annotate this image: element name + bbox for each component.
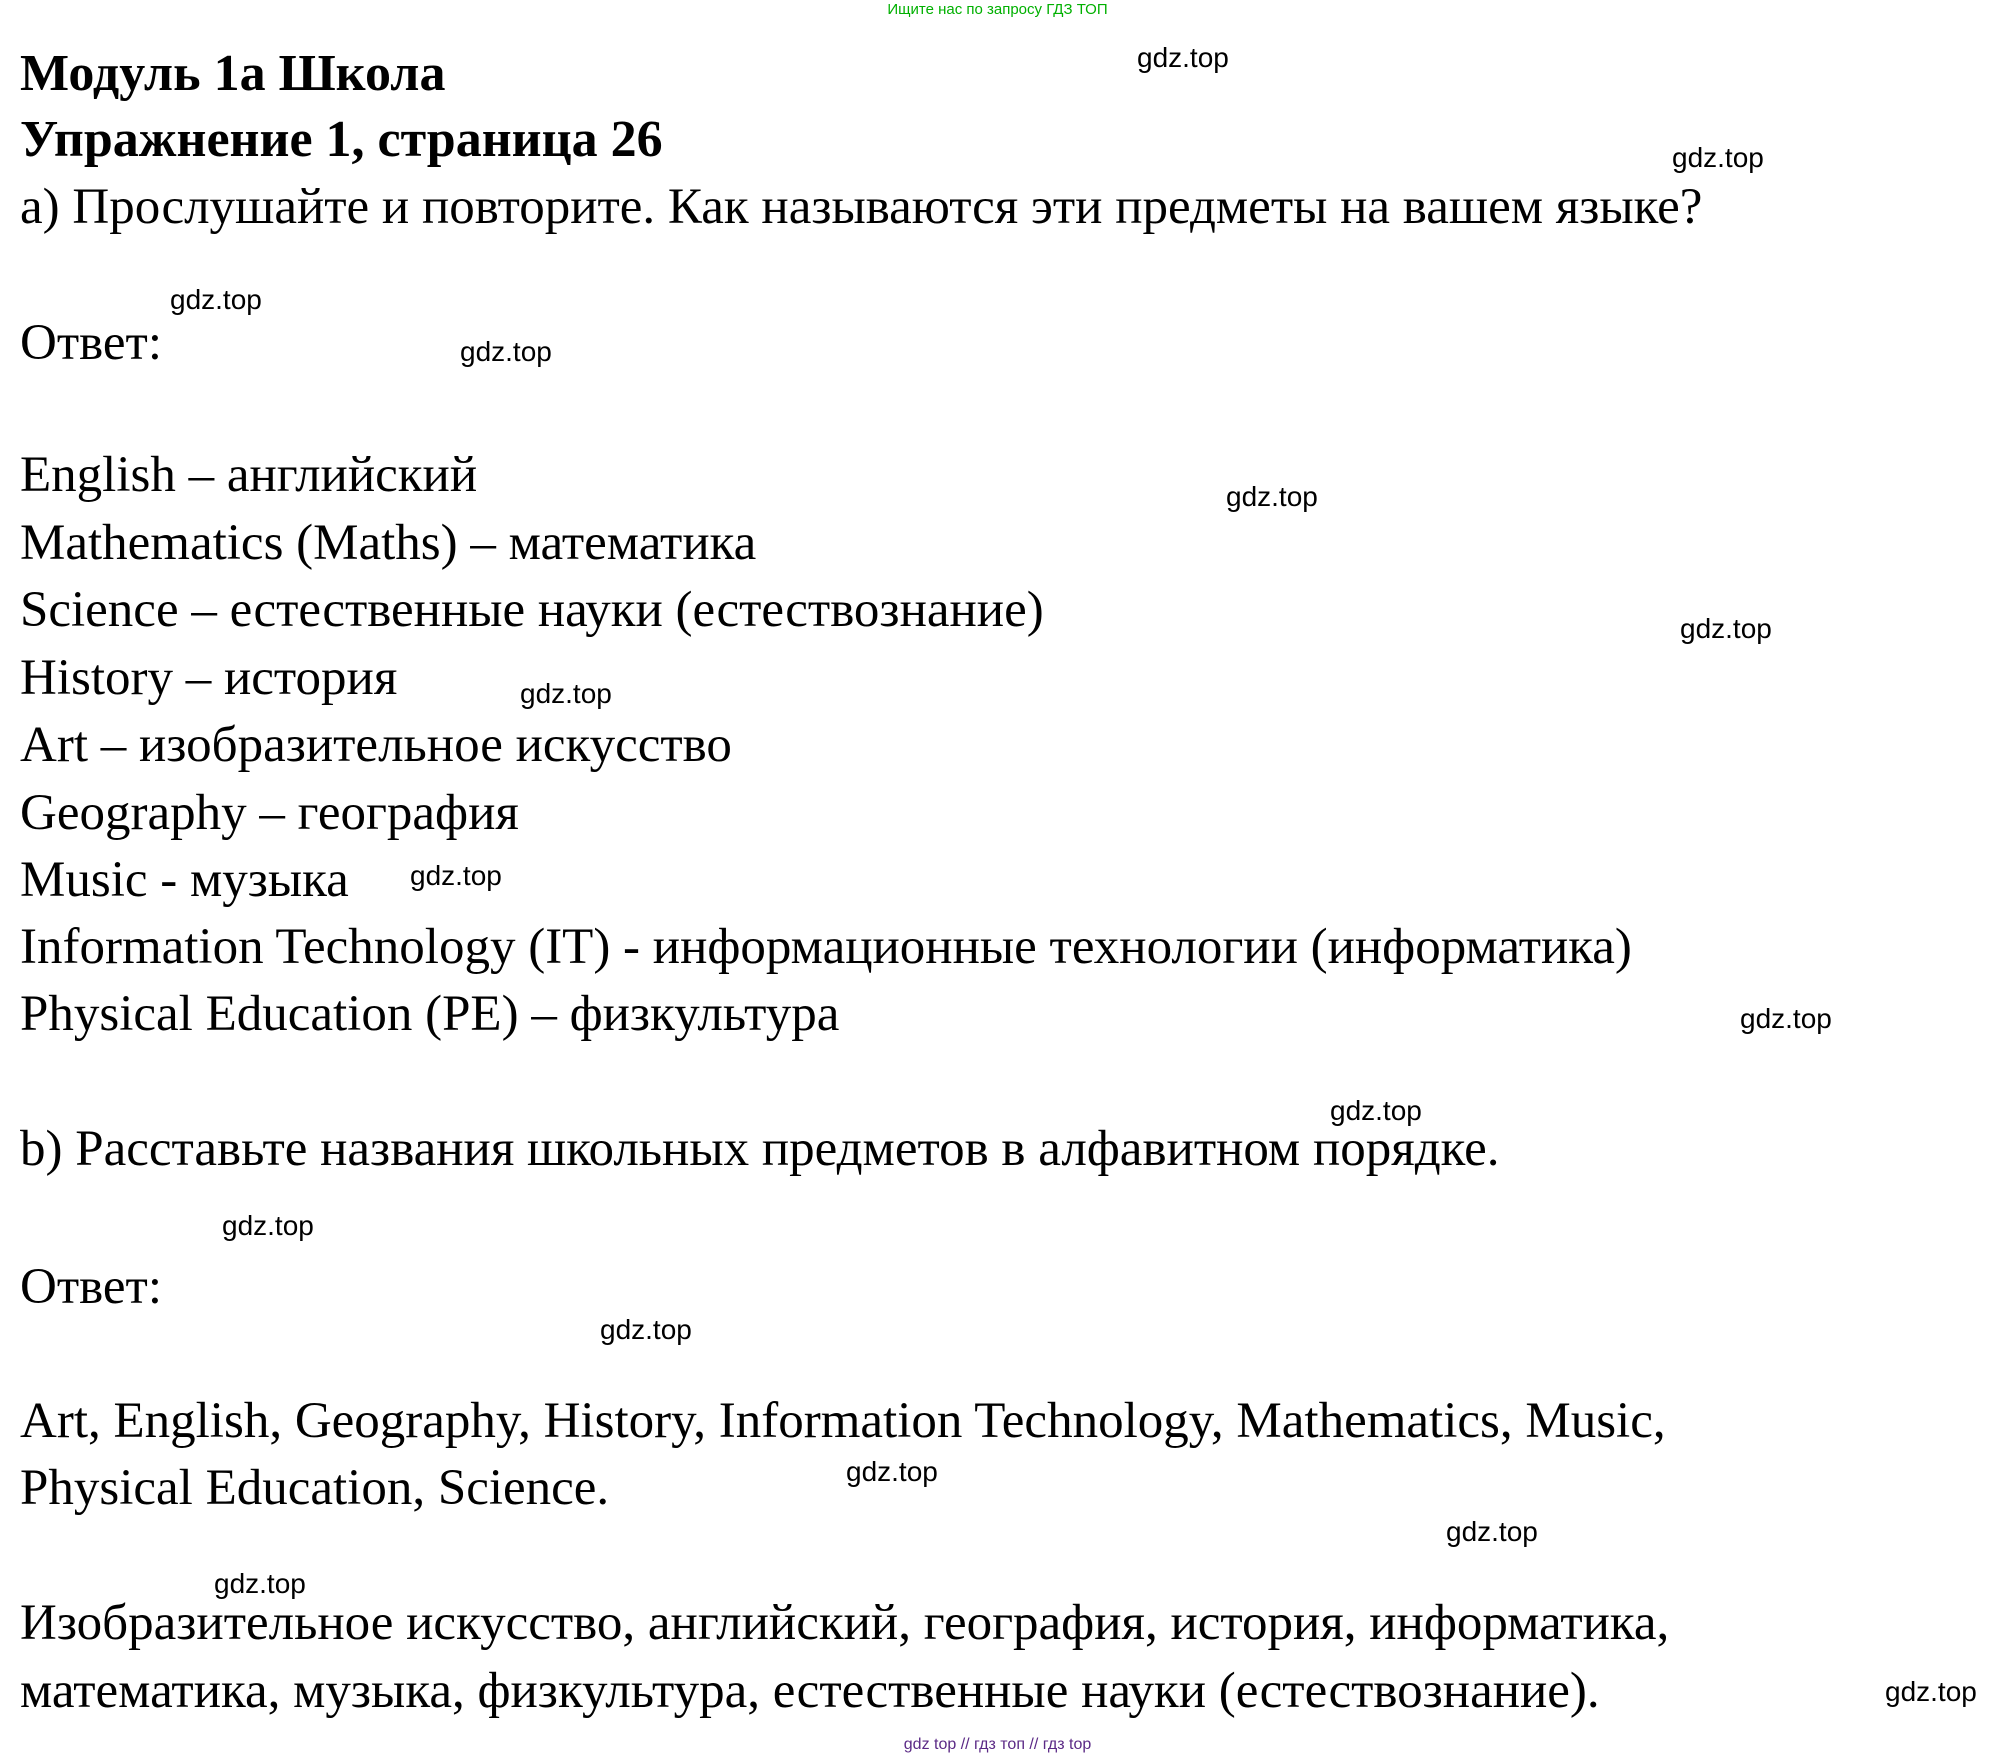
subject-item: Science – естественные науки (естествознание) [20, 582, 1044, 638]
watermark: gdz.top [1330, 1095, 1422, 1126]
watermark: gdz.top [846, 1456, 938, 1487]
watermark: gdz.top [214, 1568, 306, 1599]
subject-item: Mathematics (Maths) – математика [20, 515, 757, 571]
module-title: Модуль 1а Школа [20, 45, 446, 102]
subject-item: Physical Education (PE) – физкультура [20, 986, 840, 1042]
watermark: gdz.top [460, 336, 552, 367]
alphabetical-russian-line: математика, музыка, физкультура, естественные науки (естествознание). [20, 1663, 1600, 1719]
watermark: gdz.top [170, 284, 262, 315]
alphabetical-russian-line: Изобразительное искусство, английский, география, история, информатика, [20, 1595, 1670, 1651]
subject-item: English – английский [20, 447, 478, 503]
watermark: gdz.top [1885, 1676, 1977, 1707]
watermark: gdz.top [1672, 142, 1764, 173]
part-a-question: a) Прослушайте и повторите. Как называются эти предметы на вашем языке? [20, 179, 1703, 235]
watermark: gdz.top [222, 1210, 314, 1241]
subject-item: Music - музыка [20, 852, 349, 908]
footer-links: gdz top // гдз топ // гдз top [903, 1736, 1092, 1753]
exercise-title: Упражнение 1, страница 26 [20, 111, 663, 168]
part-a-answer-label: Ответ: [20, 315, 162, 371]
watermark: gdz.top [1740, 1003, 1832, 1034]
subject-item: Information Technology (IT) - информационные технологии (информатика) [20, 919, 1632, 975]
top-banner: Ищите нас по запросу ГДЗ ТОП [887, 1, 1108, 18]
watermark: gdz.top [1680, 613, 1772, 644]
subject-item: History – история [20, 650, 398, 706]
watermark: gdz.top [520, 678, 612, 709]
part-b-answer-label: Ответ: [20, 1259, 162, 1315]
watermark: gdz.top [410, 860, 502, 891]
subject-item: Art – изобразительное искусство [20, 717, 732, 773]
watermark: gdz.top [600, 1314, 692, 1345]
watermark: gdz.top [1226, 481, 1318, 512]
watermark: gdz.top [1446, 1516, 1538, 1547]
part-b-question: b) Расставьте названия школьных предметов в алфавитном порядке. [20, 1121, 1500, 1177]
alphabetical-english-line: Art, English, Geography, History, Information Technology, Mathematics, Music, [20, 1393, 1666, 1449]
alphabetical-english-line: Physical Education, Science. [20, 1460, 610, 1516]
subject-item: Geography – география [20, 785, 519, 841]
watermark: gdz.top [1137, 42, 1229, 73]
